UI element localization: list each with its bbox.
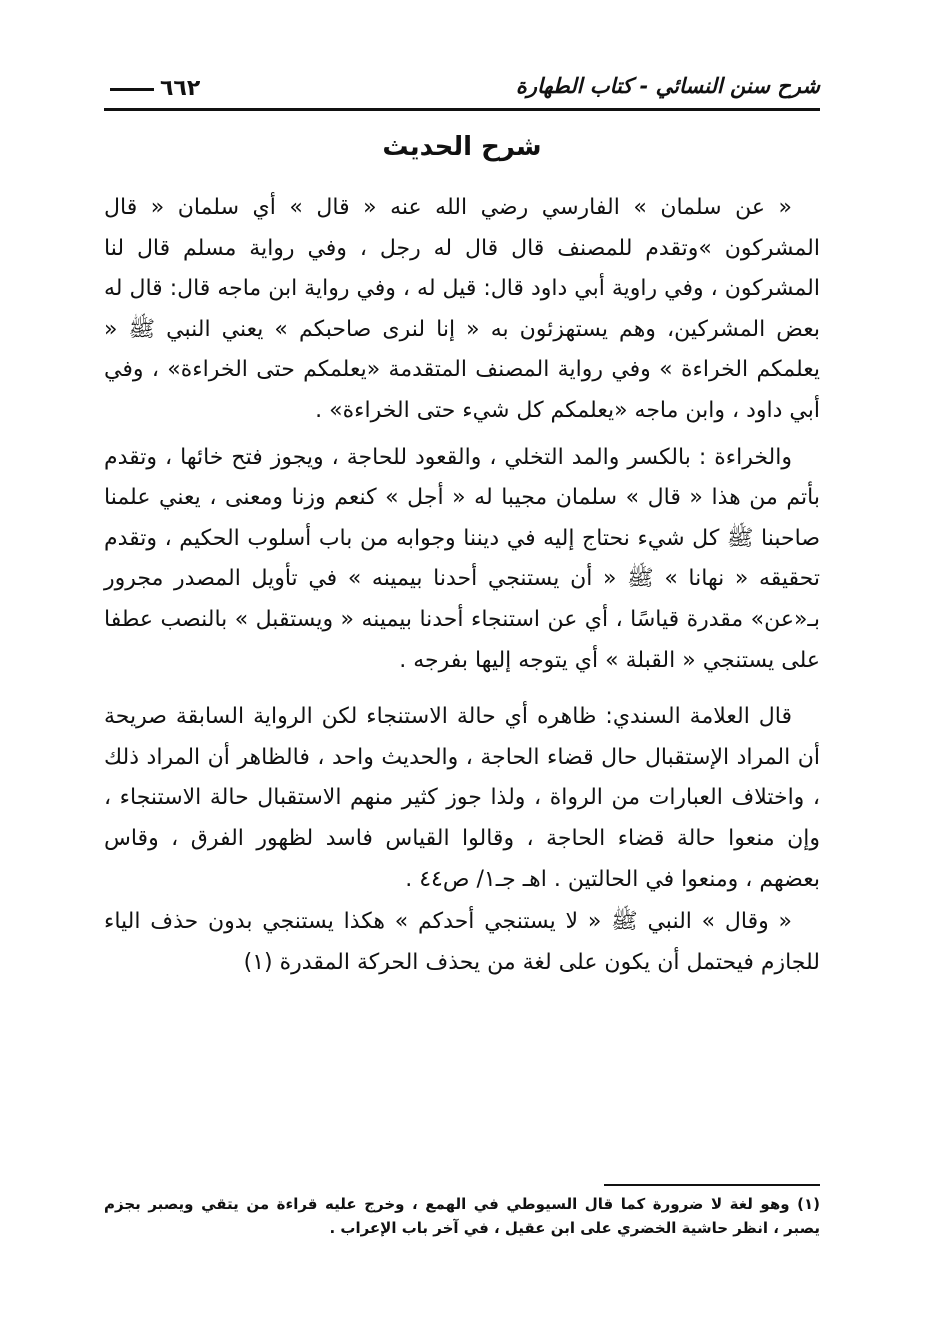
footnote-divider	[604, 1184, 820, 1186]
page-number-dash	[110, 88, 154, 91]
paragraph-spacer	[104, 681, 820, 697]
paragraph-2: والخراءة : بالكسر والمد التخلي ، والقعود للحاجة ، ويجوز فتح خائها ، وتقدم بأتم من هذا « قال » سلمان مجيبا له « أجل » كنعم وزنا ومعنى ، يعني علمنا صاحبنا ﷺ كل شيء نحتاج إليه في ديننا وجوابه من باب أسلوب الحكيم ، وتقدم تحقيقه « نهانا » ﷺ « أن يستنجي أحدنا بيمينه » في تأويل المصدر مجرور بـ«عن» مقدرة قياسًا ، أي عن استنجاء أحدنا بيمينه « ويستقبل » بالنصب عطفا على يستنجي « القبلة » أي يتوجه إليها بفرجه .	[104, 444, 820, 673]
paragraph-1: « عن سلمان » الفارسي رضي الله عنه « قال » أي سلمان « قال المشركون »وتقدم للمصنف قال قال له رجل ، وفي رواية مسلم قال لنا المشركون ، وفي راوية أبي داود قال: قيل له ، وفي رواية ابن ماجه قال: قال له بعض المشركين، وهم يستهزئون به « إنا لنرى صاحبكم » يعني النبي ﷺ « يعلمكم الخراءة » وفي رواية المصنف المتقدمة «يعلمكم حتى الخراءة» ، وفي أبي داود ، وابن ماجه «يعلمكم كل شيء حتى الخراءة» .	[104, 195, 820, 423]
body-text	[104, 188, 820, 983]
running-header	[104, 74, 820, 111]
paragraph-3: قال العلامة السندي: ظاهره أي حالة الاستنجاء لكن الرواية السابقة صريحة أن المراد الإستقبال حال قضاء الحاجة ، والحديث واحد ، فالظاهر أن المراد ذلك ، واختلاف العبارات من الرواة ، ولذا جوز كثير منهم الاستقبال حالة الاستنجاء ، وإن منعوا حالة قضاء الحاجة ، وقالوا القياس فاسد لظهور الفرق ، وقاس بعضهم ، ومنعوا في الحالتين . اهـ جـ١/ ص٤٤ .	[104, 704, 820, 892]
paragraph-4: « وقال » النبي ﷺ « لا يستنجي أحدكم » هكذا يستنجي بدون حذف الياء للجازم فيحتمل أن يكون على لغة من يحذف الحركة المقدرة (١)	[104, 909, 820, 975]
section-title: شرح الحديث	[382, 132, 542, 162]
page-number-group	[104, 76, 206, 101]
footnote-text: (١) وهو لغة لا ضرورة كما قال السيوطي في الهمع ، وخرج عليه قراءة من يتقي ويصبر بجزم يصبر ، انظر حاشية الخضري على ابن عقيل ، في آخر باب الإعراب .	[104, 1195, 820, 1237]
running-title: شرح سنن النسائي - كتاب الطهارة	[515, 74, 820, 98]
footnote	[104, 1192, 820, 1240]
page-number: ٦٦٢	[160, 76, 201, 101]
